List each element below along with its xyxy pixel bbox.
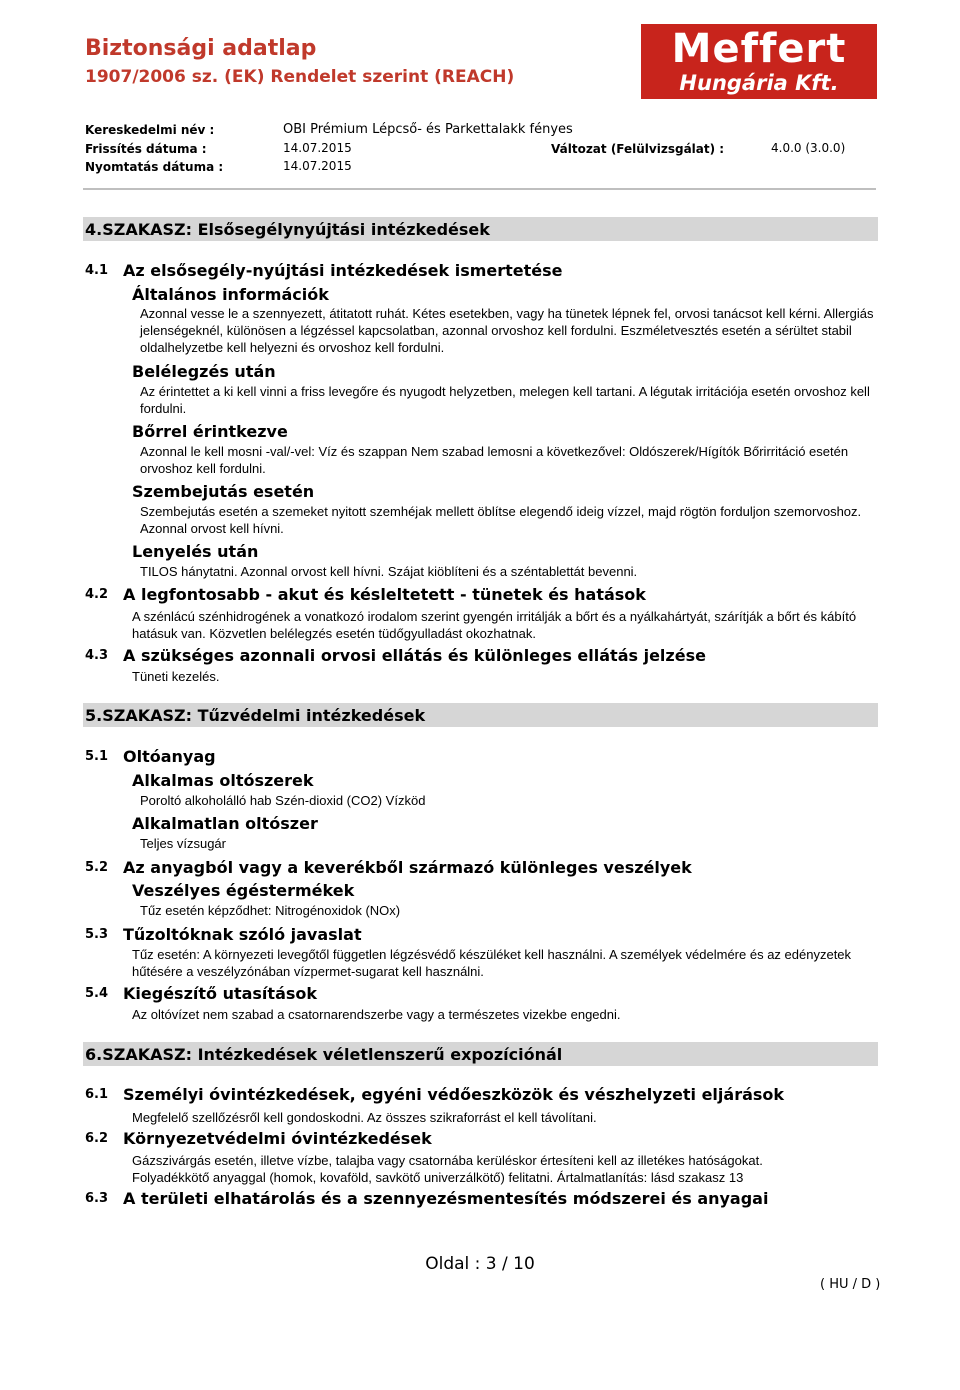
additional-info-text: Az oltóvízet nem szabad a csatornarendszerbe vagy a természetes vizekbe engedni. <box>132 1007 621 1022</box>
subsection-title: Környezetvédelmi óvintézkedések <box>123 1129 432 1148</box>
environmental-precautions-text-1: Gázszivárgás esetén, illetve vízbe, talajba vagy csatornába kerüléskor értesíteni kell az illetékes hatóságokat. <box>132 1153 763 1168</box>
treatment-text: Tüneti kezelés. <box>132 669 220 684</box>
subsection-number: 4.1 <box>85 263 109 278</box>
section-6-title: 6.SZAKASZ: Intézkedések véletlenszerű expozíciónál <box>85 1045 563 1064</box>
environmental-precautions-text-2: Folyadékkötő anyaggal (homok, kovaföld, savkötő univerzálkötő) felitatni. Ártalmatlanítás: lásd szakasz 13 <box>132 1170 744 1185</box>
revision-date-label: Frissítés dátuma : <box>85 142 207 156</box>
section-4-header <box>83 217 878 241</box>
inhalation-text: Az érintettet a ki kell vinni a friss levegőre és nyugodt helyzetben, melegen kell tartani. A légutak irritációja esetén orvoshoz kell fordulni. <box>140 384 870 416</box>
subsection-title: A szükséges azonnali orvosi ellátás és különleges ellátás jelzése <box>123 646 706 665</box>
logo-text-main: Meffert <box>671 26 847 72</box>
trade-name-label: Kereskedelmi név : <box>85 123 215 137</box>
section-5-title: 5.SZAKASZ: Tűzvédelmi intézkedések <box>85 706 426 725</box>
print-date-label: Nyomtatás dátuma : <box>85 160 224 174</box>
logo-text-sub: Hungária Kft. <box>679 71 839 95</box>
subsection-number: 4.2 <box>85 587 109 602</box>
subsection-title: Az elsősegély-nyújtási intézkedések ismertetése <box>123 261 563 280</box>
section-4-title: 4.SZAKASZ: Elsősegélynyújtási intézkedések <box>85 220 490 239</box>
version-value: 4.0.0 (3.0.0) <box>771 141 846 155</box>
subsection-number: 5.3 <box>85 927 109 942</box>
subsection-number: 6.2 <box>85 1131 109 1146</box>
eye-contact-title: Szembejutás esetén <box>132 482 315 501</box>
suitable-media-title: Alkalmas oltószerek <box>132 771 314 790</box>
ingestion-text: TILOS hánytatni. Azonnal orvost kell hívni. Szájat kiöblíteni és a széntablettát bevenni. <box>140 564 638 579</box>
hazardous-products-text: Tűz esetén képződhet: Nitrogénoxidok (NOx) <box>140 903 401 918</box>
page-number: Oldal : 3 / 10 <box>425 1254 535 1274</box>
hazardous-products-title: Veszélyes égéstermékek <box>132 881 355 900</box>
subsection-number: 5.2 <box>85 860 109 875</box>
subsection-title: Kiegészítő utasítások <box>123 984 318 1003</box>
suitable-media-text: Poroltó alkoholálló hab Szén-dioxid (CO2) Vízköd <box>140 793 426 808</box>
subsection-number: 4.3 <box>85 648 109 663</box>
document-subtitle: 1907/2006 sz. (EK) Rendelet szerint (REACH) <box>85 67 515 87</box>
subsection-title: Személyi óvintézkedések, egyéni védőeszközök és vészhelyzeti eljárások <box>123 1085 785 1104</box>
section-5-header <box>83 703 878 727</box>
firefighter-advice-text: Tűz esetén: A környezeti levegőtől független légzésvédő készüléket kell használni. A személyek védelmére és az edényzetek hűtésére a veszélyzónában vízpermet-sugarat kell használni. <box>132 947 852 979</box>
subsection-title: Tűzoltóknak szóló javaslat <box>123 925 362 944</box>
revision-date-value: 14.07.2015 <box>283 141 352 155</box>
personal-precautions-text: Megfelelő szellőzésről kell gondoskodni. Az összes szikraforrást el kell távolítani. <box>132 1110 597 1125</box>
subsection-title: A területi elhatárolás és a szennyezésmentesítés módszerei és anyagai <box>123 1189 769 1208</box>
skin-contact-text: Azonnal le kell mosni -val/-vel: Víz és szappan Nem szabad lemosni a következővel: Oldószerek/Hígítók Bőrirritáció esetén orvoshoz kell fordulni. <box>140 444 849 476</box>
subsection-title: Oltóanyag <box>123 747 216 766</box>
language-code: ( HU / D ) <box>820 1277 881 1292</box>
company-logo <box>641 24 877 99</box>
subsection-title: A legfontosabb - akut és késleltetett - tünetek és hatások <box>123 585 646 604</box>
inhalation-title: Belélegzés után <box>132 362 276 381</box>
section-6-header <box>83 1042 878 1066</box>
subsection-number: 6.3 <box>85 1191 109 1206</box>
document-title: Biztonsági adatlap <box>85 36 317 61</box>
subsection-number: 5.1 <box>85 749 109 764</box>
general-info-title: Általános információk <box>132 285 329 304</box>
subsection-title: Az anyagból vagy a keverékből származó különleges veszélyek <box>123 858 692 877</box>
trade-name-value: OBI Prémium Lépcső- és Parkettalakk fényes <box>283 122 573 137</box>
subsection-number: 6.1 <box>85 1087 109 1102</box>
subsection-number: 5.4 <box>85 986 109 1001</box>
header-divider <box>83 188 876 190</box>
eye-contact-text: Szembejutás esetén a szemeket nyitott szemhéjak mellett öblítse elegendő ideig vízzel, majd rögtön forduljon szemorvoshoz. Azonnal orvost kell hívni. <box>140 504 862 536</box>
general-info-text: Azonnal vesse le a szennyezett, átitatott ruhát. Kétes esetekben, vagy ha tünetek lépnek fel, orvosi tanácsot kell kérni. Allergiás jelenségeknél, különösen a légzéssel kapcsolatban, azonnal orvoshoz kell fordulni. Eszméletvesztés esetén a sérültet stabil oldalhelyzetbe kell helyezni és orvoshoz kell fordulni. <box>140 306 874 355</box>
skin-contact-title: Bőrrel érintkezve <box>132 422 288 441</box>
version-label: Változat (Felülvizsgálat) : <box>551 142 725 156</box>
unsuitable-media-text: Teljes vízsugár <box>140 836 226 851</box>
ingestion-title: Lenyelés után <box>132 542 259 561</box>
symptoms-text: A szénlácú szénhidrogének a vonatkozó irodalom szerint gyengén irritálják a bőrt és a nyálkahártyát, szárítják a bőrt és kábító hatásuk van. Közvetlen belélegzés esetén tüdőgyulladást okozhatnak. <box>132 609 857 641</box>
unsuitable-media-title: Alkalmatlan oltószer <box>132 814 318 833</box>
print-date-value: 14.07.2015 <box>283 159 352 173</box>
